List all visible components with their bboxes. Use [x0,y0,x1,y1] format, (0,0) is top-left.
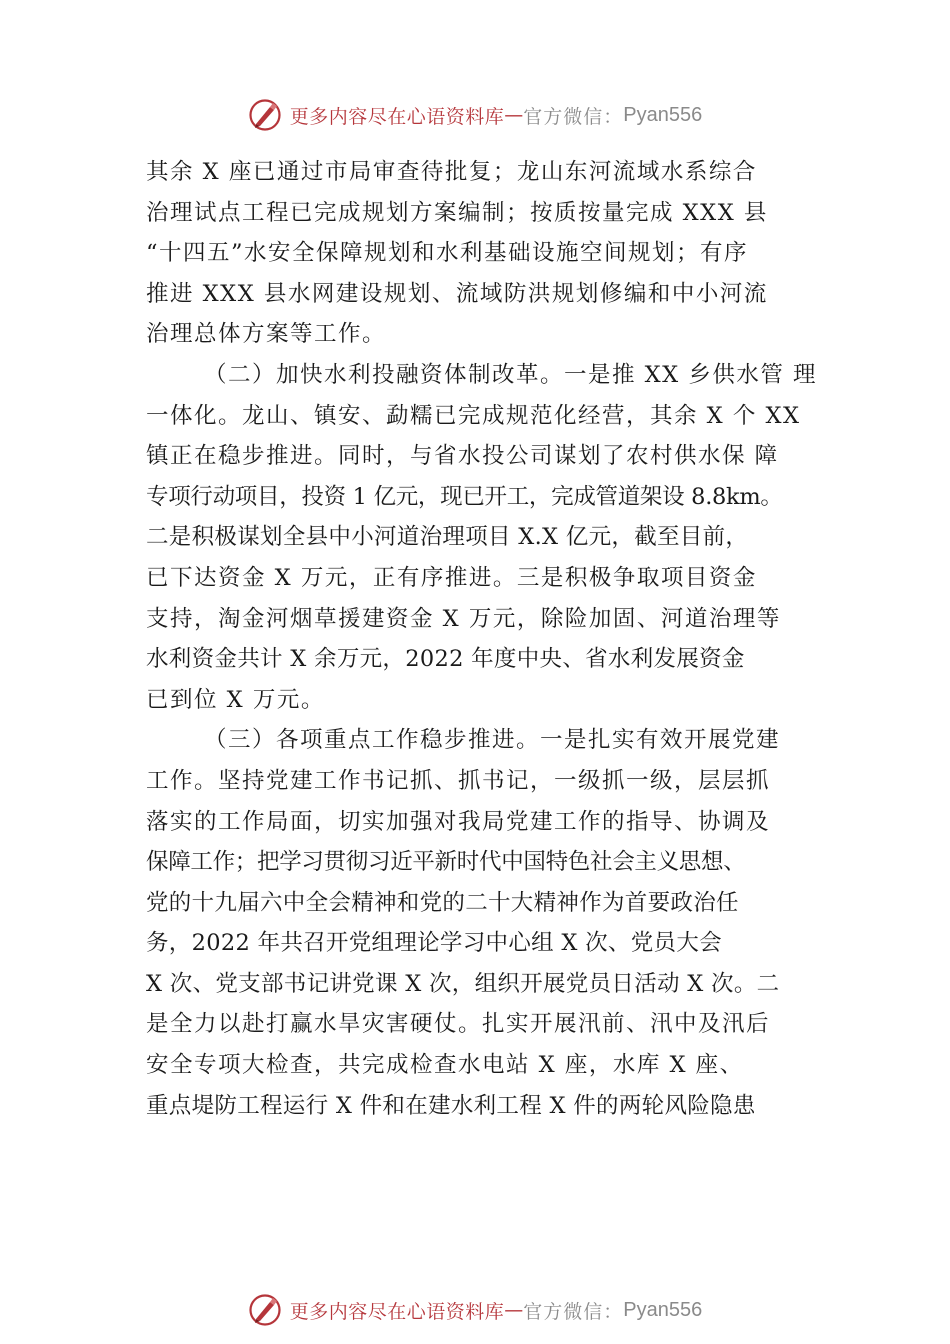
body-line: 专项行动项目，投资 1 亿元，现已开工，完成管道架设 8.8km。 [146,483,783,510]
footer-watermark [0,1290,950,1330]
body-line: 支持，淘金河烟草援建资金 X 万元，除险加固、河道治理等 [146,605,781,632]
document-body [146,152,836,1126]
body-line: 二是积极谋划全县中小河道治理项目 X.X 亿元，截至目前， [146,524,749,551]
body-line: 落实的工作局面，切实加强对我局党建工作的指导、协调及 [146,808,771,835]
body-line: 其余 X 座已通过市局审查待批复；龙山东河流域水系综合 [146,159,757,185]
header-watermark [0,95,950,135]
body-line: 已到位 X 万元。 [146,686,325,713]
body-line: 治理试点工程已完成规划方案编制；按质按量完成 XXX 县 [146,199,768,226]
body-line: 安全专项大检查，共完成检查水电站 X 座，水库 X 座、 [146,1052,744,1079]
body-line: 是全力以赴打赢水旱灾害硬仗。扎实开展汛前、汛中及汛后 [146,1011,771,1038]
body-line: 党的十九届六中全会精神和党的二十大精神作为首要政治任 [146,889,739,916]
body-line: “十四五”水安全保障规划和水利基础设施空间规划；有序 [146,240,749,267]
watermark-wechat-label: 官方微信： [523,105,624,128]
section-heading-line: （三）各项重点工作稳步推进。一是扎实有效开展党建 [204,727,781,754]
watermark-brand: 更多内容尽在心语资料库 [289,105,505,128]
body-line: 务，2022 年共召开党组理论学习中心组 X 次、党员大会 [146,930,722,957]
watermark-wechat-label: 官方微信： [523,1300,624,1323]
body-line: 推进 XXX 县水网建设规划、流域防洪规划修编和中小河流 [146,280,768,307]
section-heading-line: （二）加快水利投融资体制改革。一是推 XX 乡供水管 理 [204,361,817,388]
body-line: 水利资金共计 X 余万元，2022 年度中央、省水利发展资金 [146,646,745,673]
body-line: 治理总体方案等工作。 [146,321,387,348]
body-line: 工作。坚持党建工作书记抓、抓书记，一级抓一级，层层抓 [146,767,771,794]
body-line: X 次、党支部书记讲党课 X 次，组织开展党员日活动 X 次。二 [146,970,780,997]
watermark-brand: 更多内容尽在心语资料库 [289,1300,505,1323]
watermark-wechat-id: Pyan556 [623,1298,703,1321]
body-line: 已下达资金 X 万元，正有序推进。三是积极争取项目资金 [146,564,757,591]
pen-logo-icon [248,98,282,132]
body-line: 保障工作；把学习贯彻习近平新时代中国特色社会主义思想、 [146,849,746,876]
body-line: 镇正在稳步推进。同时，与省水投公司谋划了农村供水保 障 [146,443,779,470]
watermark-wechat-id: Pyan556 [623,103,703,126]
pen-logo-icon [248,1293,282,1327]
watermark-dash: — [504,104,524,126]
watermark-dash: — [504,1299,524,1321]
body-line: 一体化。龙山、镇安、勐糯已完成规范化经营，其余 X 个 XX [146,402,801,429]
body-line: 重点堤防工程运行 X 件和在建水利工程 X 件的两轮风险隐患 [146,1092,756,1119]
